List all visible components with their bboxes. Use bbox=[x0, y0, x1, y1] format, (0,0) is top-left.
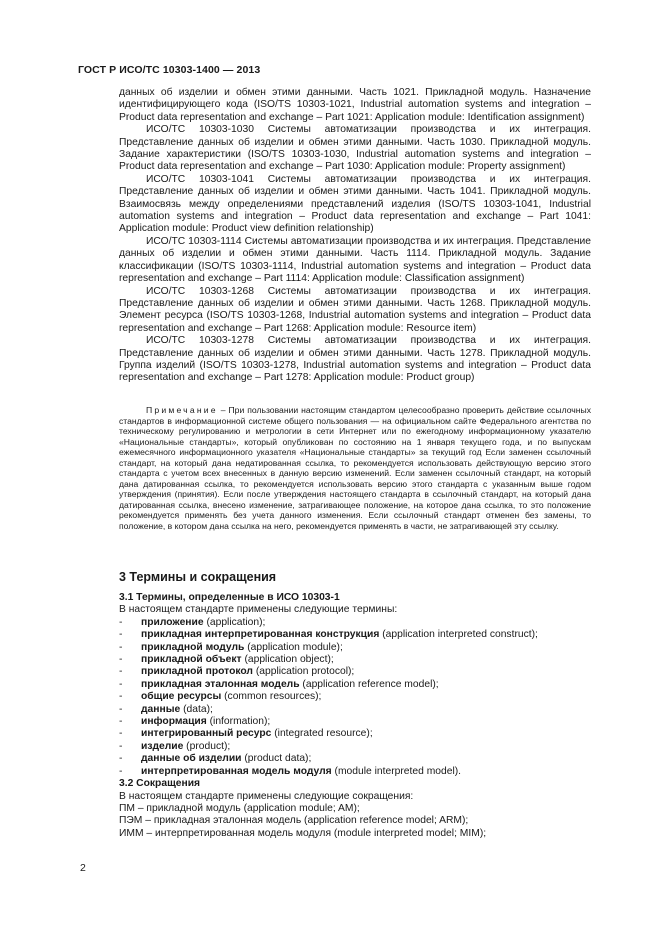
terms-list bbox=[119, 617, 591, 778]
terms-section bbox=[119, 592, 591, 840]
term-item: - прикладная эталонная модель (application reference model); bbox=[119, 678, 439, 690]
reference-item: ИСО/ТС 10303-1030 Системы автоматизации производства и их интеграция. Представление данных об изделии и обмен этими данными. Часть 1030. Прикладной модуль. Задание характеристики (ISO/TS 10303-1030, Industrial automation systems and integration – Product data representation and exchange – Part 1030: Application module: Property assignment) bbox=[119, 124, 591, 173]
term-item: - информация (information); bbox=[119, 716, 271, 728]
term-item: - прикладной протокол (application protocol); bbox=[119, 666, 355, 678]
note-block bbox=[119, 405, 591, 531]
reference-item: ИСО/ТС 10303-1114 Системы автоматизации производства и их интеграция. Представление данных об изделии и обмен этими данными. Часть 1114. Прикладной модуль. Задание классификации (ISO/TS 10303-1114, Industrial automation systems and integration – Product data representation and exchange – Part 1114: Application module: Classification assignment) bbox=[119, 235, 591, 285]
page-number: 2 bbox=[80, 862, 86, 874]
abbreviation-item: ПМ – прикладной модуль (application module; AM); bbox=[119, 802, 360, 814]
term-item: - интегрированный ресурс (integrated resource); bbox=[119, 728, 373, 740]
reference-item: ИСО/ТС 10303-1041 Системы автоматизации производства и их интеграция. Представление данных об изделии и обмен этими данными. Часть 1041. Прикладной модуль. Взаимосвязь между определениями представлений изделия (ISO/TS 10303-1041, Industrial automation systems and integration – Product data representation and exchange – Part 1041: Application module: Product view definition relationship) bbox=[119, 173, 591, 235]
term-item: - приложение (application); bbox=[119, 616, 266, 628]
note-text: – При пользовании настоящим стандартом целесообразно проверить действие ссылочных стандартов в информационной системе общего пользования — на официальном сайте Федерального агентства по техническому регулированию и метрологии в сети Интернет или по ежегодному информационному указателю «Национальные стандарты», который опубликован по состоянию на 1 января текущего года, и по выпускам ежемесячного информационного указателя «Национальные стандарты» за текущий год Если заменен ссылочный стандарт, на который дана недатированная ссылка, то рекомендуется использовать действующую версию этого стандарта с учетом всех внесенных в данную версию изменений. Если заменен ссылочный стандарт, на который дана датированная ссылка, то рекомендуется использовать версию этого стандарта с указанным выше годом утверждения (принятия). Если после утверждения настоящего стандарта в ссылочный стандарт, на который дана датированная ссылка, внесено изменение, затрагивающее положение, на которое дана ссылка, то это положение рекомендуется применять без учета данного изменения. Если ссылочный стандарт отменен без замены, то положение, в котором дана ссылка на него, рекомендуется применять в части, не затрагивающей эту ссылку. bbox=[119, 405, 591, 531]
term-item: - прикладная интерпретированная конструкция (application interpreted construct); bbox=[119, 629, 538, 641]
term-item: - изделие (product); bbox=[119, 740, 231, 752]
document-header: ГОСТ Р ИСО/ТС 10303-1400 — 2013 bbox=[78, 64, 261, 76]
subsection-title: 3.2 Сокращения bbox=[119, 778, 201, 790]
reference-item: ИСО/ТС 10303-1278 Системы автоматизации производства и их интеграция. Представление данных об изделии и обмен этими данными. Часть 1278. Прикладной модуль. Группа изделий (ISO/TS 10303-1278, Industrial automation systems and integration – Product data representation and exchange – Part 1278: Application module: Product group) bbox=[119, 335, 591, 384]
term-item: - общие ресурсы (common resources); bbox=[119, 691, 322, 703]
abbreviation-item: ПЭМ – прикладная эталонная модель (application reference model; ARM); bbox=[119, 815, 469, 827]
term-item: - интерпретированная модель модуля (module interpreted model). bbox=[119, 765, 462, 777]
note-label: Примечание bbox=[146, 405, 218, 415]
abbreviation-item: ИММ – интерпретированная модель модуля (module interpreted model; MIM); bbox=[119, 827, 487, 839]
normative-references bbox=[119, 87, 591, 385]
reference-item: ИСО/ТС 10303-1268 Системы автоматизации производства и их интеграция. Представление данных об изделии и обмен этими данными. Часть 1268. Прикладной модуль. Элемент ресурса (ISO/TS 10303-1268, Industrial automation systems and integration – Product data representation and exchange – Part 1268: Application module: Resource item) bbox=[119, 285, 591, 334]
term-item: - прикладной объект (application object); bbox=[119, 654, 334, 666]
term-item: - прикладной модуль (application module); bbox=[119, 641, 343, 653]
term-item: - данные (data); bbox=[119, 703, 213, 715]
subsection-title: 3.1 Термины, определенные в ИСО 10303-1 bbox=[119, 592, 340, 603]
abbreviations-intro: В настоящем стандарте применены следующие сокращения: bbox=[119, 790, 414, 802]
section-title: 3 Термины и сокращения bbox=[119, 570, 277, 584]
reference-item: данных об изделии и обмен этими данными. Часть 1021. Прикладной модуль. Назначение идентифицирующего кода (ISO/TS 10303-1021, Industrial automation systems and integration – Product data representation and exchange – Part 1021: Application module: Identification assignment) bbox=[119, 87, 591, 123]
terms-intro: В настоящем стандарте применены следующие термины: bbox=[119, 604, 398, 616]
term-item: - данные об изделии (product data); bbox=[119, 753, 312, 765]
